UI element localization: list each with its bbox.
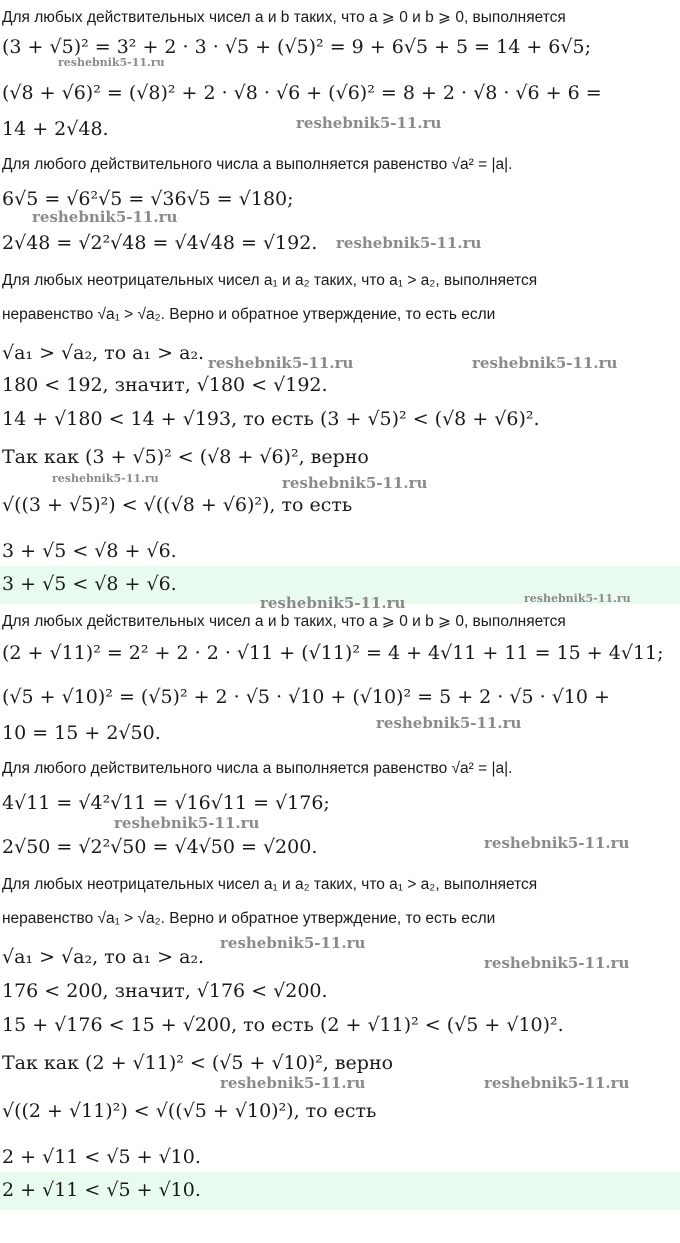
solution2-line: √a₁ > √a₂, то a₁ > a₂.: [2, 946, 205, 968]
solution1-line: 6√5 = √6²√5 = √36√5 = √180;: [2, 188, 294, 210]
solution2-line: √((2 + √11)²) < √((√5 + √10)²), то есть: [2, 1100, 377, 1122]
solution2-line: Для любого действительного числа a выполняется равенство √a² = |a|.: [2, 760, 513, 777]
solution2-line: Для любых неотрицательных чисел a₁ и a₂ таких, что a₁ > a₂, выполняется: [2, 876, 538, 893]
watermark: reshebnik5-11.ru: [58, 56, 165, 69]
solution1-line: Для любого действительного числа a выполняется равенство √a² = |a|.: [2, 156, 513, 173]
watermark: reshebnik5-11.ru: [296, 114, 442, 132]
solution2-line: 176 < 200, значит, √176 < √200.: [2, 980, 328, 1002]
solution2-line: Для любых действительных чисел a и b таких, что a ⩾ 0 и b ⩾ 0, выполняется: [2, 613, 566, 630]
watermark: reshebnik5-11.ru: [260, 594, 406, 612]
watermark: reshebnik5-11.ru: [114, 814, 260, 832]
solution2-line: 2 + √11 < √5 + √10.: [2, 1146, 201, 1168]
solution1-line: 14 + 2√48.: [2, 118, 109, 140]
solution2-line: (√5 + √10)² = (√5)² + 2 · √5 · √10 + (√10)² = 5 + 2 · √5 · √10 +: [2, 686, 610, 708]
solution2-line: 15 + √176 < 15 + √200, то есть (2 + √11)² < (√5 + √10)².: [2, 1014, 564, 1036]
watermark: reshebnik5-11.ru: [484, 954, 630, 972]
watermark: reshebnik5-11.ru: [52, 472, 159, 485]
solution2-answer: 2 + √11 < √5 + √10.: [2, 1179, 201, 1201]
solution1-line: (√8 + √6)² = (√8)² + 2 · √8 · √6 + (√6)² = 8 + 2 · √8 · √6 + 6 =: [2, 82, 602, 104]
solution1-line: Для любых действительных чисел a и b таких, что a ⩾ 0 и b ⩾ 0, выполняется: [2, 9, 566, 26]
solution2-line: 4√11 = √4²√11 = √16√11 = √176;: [2, 792, 330, 814]
solution1-line: 180 < 192, значит, √180 < √192.: [2, 374, 328, 396]
solution2-line: 10 = 15 + 2√50.: [2, 722, 161, 744]
solution1-line: Для любых неотрицательных чисел a₁ и a₂ таких, что a₁ > a₂, выполняется: [2, 272, 538, 289]
solution2-line: (2 + √11)² = 2² + 2 · 2 · √11 + (√11)² = 4 + 4√11 + 11 = 15 + 4√11;: [2, 642, 664, 664]
watermark: reshebnik5-11.ru: [220, 1074, 366, 1092]
solution2-line: Так как (2 + √11)² < (√5 + √10)², верно: [2, 1052, 394, 1074]
watermark: reshebnik5-11.ru: [282, 474, 428, 492]
watermark: reshebnik5-11.ru: [524, 592, 631, 605]
watermark: reshebnik5-11.ru: [208, 354, 354, 372]
solution1-line: 14 + √180 < 14 + √193, то есть (3 + √5)² < (√8 + √6)².: [2, 408, 540, 430]
watermark: reshebnik5-11.ru: [376, 714, 522, 732]
solution1-line: Так как (3 + √5)² < (√8 + √6)², верно: [2, 446, 369, 468]
solution1-answer: 3 + √5 < √8 + √6.: [2, 573, 177, 595]
solution1-line: (3 + √5)² = 3² + 2 · 3 · √5 + (√5)² = 9 + 6√5 + 5 = 14 + 6√5;: [2, 36, 591, 58]
watermark: reshebnik5-11.ru: [484, 834, 630, 852]
watermark: reshebnik5-11.ru: [336, 234, 482, 252]
solution1-line: √a₁ > √a₂, то a₁ > a₂.: [2, 342, 205, 364]
solution1-line: 2√48 = √2²√48 = √4√48 = √192.: [2, 232, 318, 254]
watermark: reshebnik5-11.ru: [220, 934, 366, 952]
solution1-line: неравенство √a₁ > √a₂. Верно и обратное утверждение, то есть если: [2, 306, 496, 323]
solution1-line: √((3 + √5)²) < √((√8 + √6)²), то есть: [2, 494, 353, 516]
solution2-line: 2√50 = √2²√50 = √4√50 = √200.: [2, 836, 318, 858]
solution1-line: 3 + √5 < √8 + √6.: [2, 540, 177, 562]
watermark: reshebnik5-11.ru: [472, 354, 618, 372]
watermark: reshebnik5-11.ru: [484, 1074, 630, 1092]
watermark: reshebnik5-11.ru: [32, 208, 178, 226]
solution2-line: неравенство √a₁ > √a₂. Верно и обратное утверждение, то есть если: [2, 910, 496, 927]
